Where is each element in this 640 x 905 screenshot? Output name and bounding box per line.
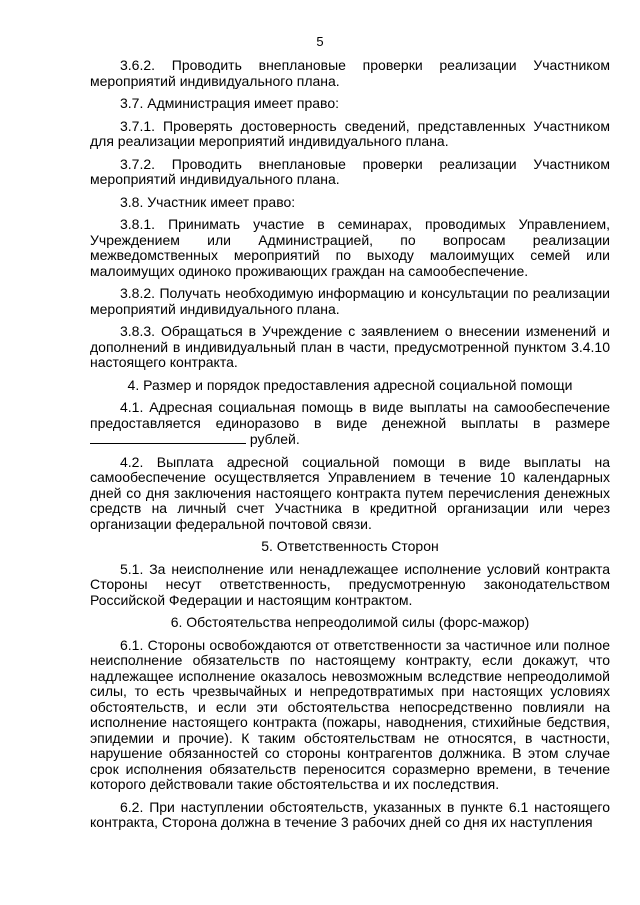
paragraph-5-1: 5.1. За неисполнение или ненадлежащее исполнение условий контракта Стороны несут ответственность, предусмотренную законодательством Российской Федерации и настоящим контрактом.	[90, 560, 610, 608]
paragraph-3-8-1: 3.8.1. Принимать участие в семинарах, проводимых Управлением, Учреждением или Администрацией, по вопросам реализации межведомственных мероприятий по выходу малоимущих семей или малоимущих одиноко проживающих граждан на самообеспечение.	[90, 216, 610, 279]
paragraph-6-2: 6.2. При наступлении обстоятельств, указанных в пункте 6.1 настоящего контракта, Сторона должна в течение 3 рабочих дней со дня их наступления	[90, 798, 610, 830]
paragraph-4-1-text: 4.1. Адресная социальная помощь в виде выплаты на самообеспечение предоставляется единоразово в виде денежной выплаты в размере	[90, 399, 610, 431]
paragraph-4-1	[90, 400, 610, 448]
paragraph-3-7-1: 3.7.1. Проверять достоверность сведений, представленных Участником для реализации мероприятий индивидуального плана.	[90, 117, 610, 149]
paragraph-3-6-2: 3.6.2. Проводить внеплановые проверки реализации Участником мероприятий индивидуального плана.	[90, 57, 610, 89]
paragraph-3-8-2: 3.8.2. Получать необходимую информацию и консультации по реализации мероприятий индивидуального плана.	[90, 285, 610, 317]
paragraph-3-8: 3.8. Участник имеет право:	[120, 193, 296, 210]
document-body	[90, 58, 610, 838]
paragraph-3-7: 3.7. Администрация имеет право:	[120, 95, 340, 111]
amount-blank-line	[90, 431, 246, 444]
page-number: 5	[316, 34, 324, 49]
section-heading-4: 4. Размер и порядок предоставления адресной социальной помощи	[127, 376, 573, 393]
paragraph-4-1-currency: рублей.	[249, 431, 300, 447]
paragraph-3-8-3: 3.8.3. Обращаться в Учреждение с заявлением о внесении изменений и дополнений в индивидуальный план в части, предусмотренной пунктом 3.4.10 настоящего контракта.	[90, 323, 610, 370]
section-heading-6: 6. Обстоятельства непреодолимой силы (форс-мажор)	[170, 614, 530, 630]
paragraph-4-2: 4.2. Выплата адресной социальной помощи в виде выплаты на самообеспечение осуществляется Управлением в течение 10 календарных дней со дня заключения настоящего контракта путем перечисления денежных средств на личный счет Участника в кредитной организации или через организации федеральной почтовой связи.	[90, 453, 610, 532]
section-heading-5: 5. Ответственность Сторон	[261, 538, 439, 554]
paragraph-6-1: 6.1. Стороны освобождаются от ответственности за частичное или полное неисполнение обязательств по настоящему контракту, если докажут, что надлежащее исполнение оказалось невозможным вследствие непреодолимой силы, то есть чрезвычайных и непредотвратимых при настоящих условиях обстоятельств, и если эти обстоятельства непосредственно повлияли на исполнение настоящего контракта (пожары, наводнения, стихийные бедствия, эпидемии и прочие). К таким обстоятельствам не относятся, в частности, нарушение обязанностей со стороны контрагентов должника. В этом случае срок исполнения обязательств переносится соразмерно времени, в течение которого действовали такие обстоятельства и их последствия.	[90, 636, 610, 792]
paragraph-3-7-2: 3.7.2. Проводить внеплановые проверки реализации Участником мероприятий индивидуального плана.	[90, 155, 610, 187]
